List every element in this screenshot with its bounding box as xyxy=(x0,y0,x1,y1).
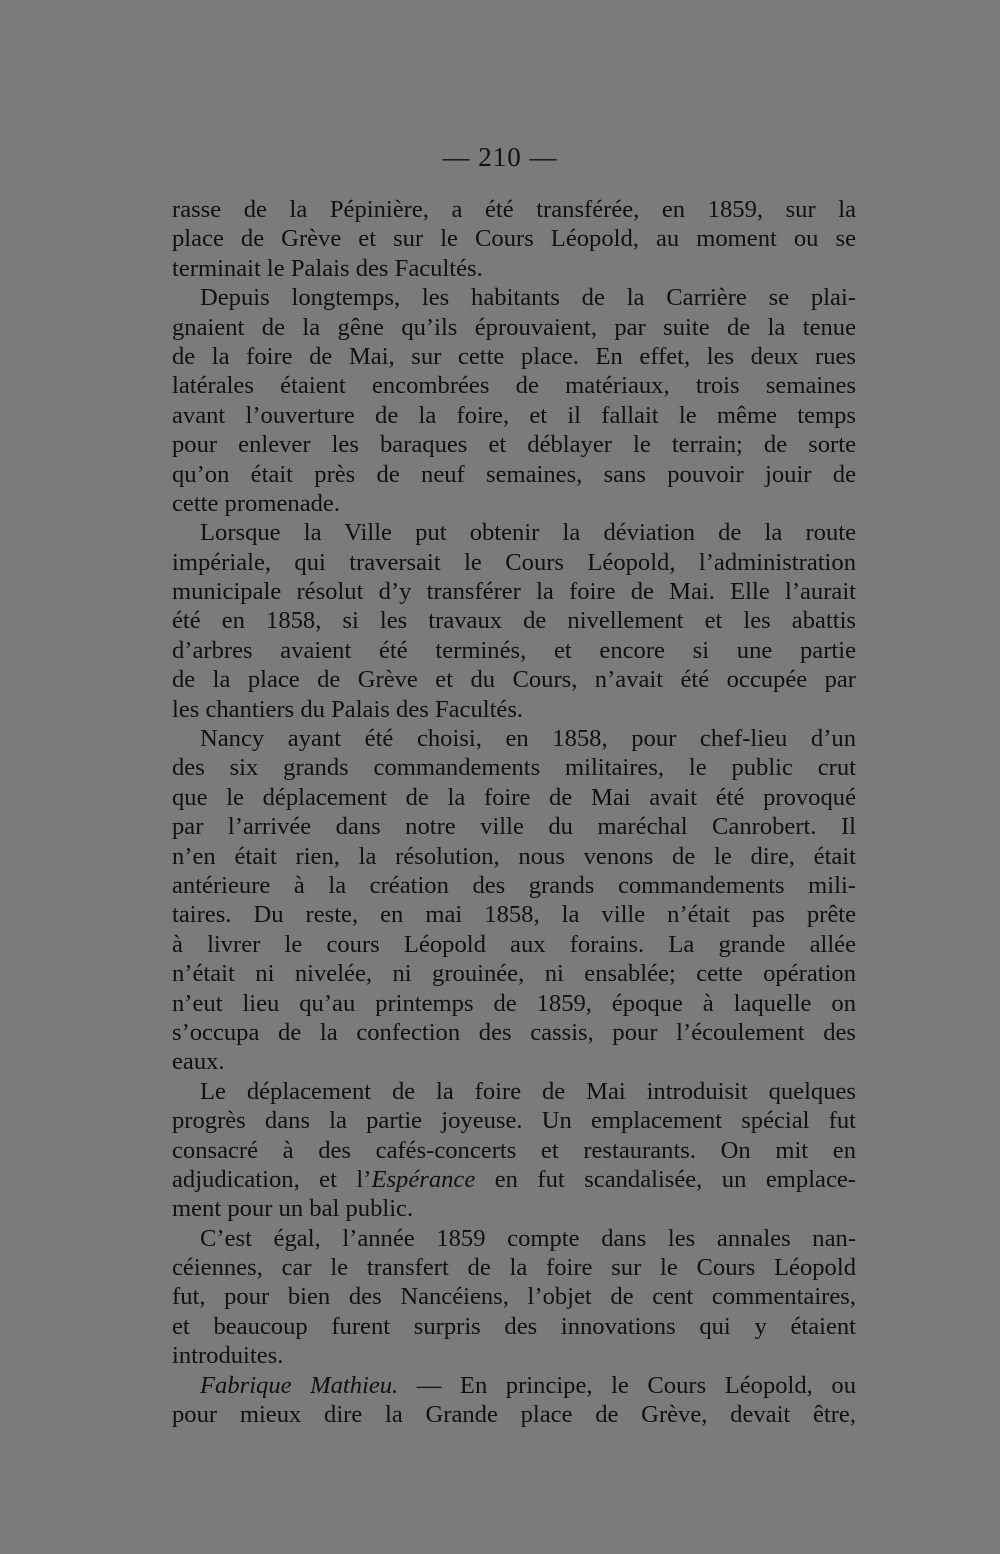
text-line: terminait le Palais des Facultés. xyxy=(172,254,483,282)
text-line: cette promenade. xyxy=(172,489,340,517)
body-text xyxy=(172,195,856,1429)
text-line: de la place de Grève et du Cours, n’avait été occupée par xyxy=(172,666,856,694)
text-line: à livrer le cours Léopold aux forains. La grande allée xyxy=(172,930,856,958)
text-line: eaux. xyxy=(172,1048,225,1076)
text-line: fut, pour bien des Nancéiens, l’objet de cent commentaires, xyxy=(172,1283,856,1311)
text-line: antérieure à la création des grands commandements mili- xyxy=(172,871,856,899)
text-line: ment pour un bal public. xyxy=(172,1195,414,1223)
text-line: que le déplacement de la foire de Mai avait été provoqué xyxy=(172,783,856,811)
text-line: et beaucoup furent surpris des innovations qui y étaient xyxy=(172,1312,856,1340)
text-line: qu’on était près de neuf semaines, sans pouvoir jouir de xyxy=(172,460,856,488)
text-line xyxy=(172,1371,856,1400)
section-heading-fabrique-mathieu: Fabrique Mathieu. xyxy=(200,1371,399,1399)
text-line: été en 1858, si les travaux de nivellement et les abattis xyxy=(172,607,856,635)
text-line: pour enlever les baraques et déblayer le terrain; de sorte xyxy=(172,431,856,459)
text-line: de la foire de Mai, sur cette place. En effet, les deux rues xyxy=(172,342,856,370)
text-line: introduites. xyxy=(172,1342,284,1370)
text-line: n’était ni nivelée, ni grouinée, ni ensablée; cette opération xyxy=(172,960,856,988)
text-line: Lorsque la Ville put obtenir la déviation de la route xyxy=(200,519,856,547)
text-line: gnaient de la gêne qu’ils éprouvaient, par suite de la tenue xyxy=(172,313,856,341)
text-line: n’en était rien, la résolution, nous venons de le dire, était xyxy=(172,842,856,870)
text-line: place de Grève et sur le Cours Léopold, au moment ou se xyxy=(172,225,856,253)
text-line: C’est égal, l’année 1859 compte dans les annales nan- xyxy=(200,1224,856,1252)
text-segment: en fut scandalisée, un emplace- xyxy=(475,1165,856,1193)
text-line: Le déplacement de la foire de Mai introduisit quelques xyxy=(200,1077,856,1105)
text-line: rasse de la Pépinière, a été transférée, en 1859, sur la xyxy=(172,196,856,223)
text-line: Nancy ayant été choisi, en 1858, pour chef-lieu d’un xyxy=(200,725,856,753)
text-line: les chantiers du Palais des Facultés. xyxy=(172,695,524,723)
journal-title-espérance: Espérance xyxy=(371,1165,476,1193)
text-line: par l’arrivée dans notre ville du maréchal Canrobert. Il xyxy=(172,813,856,841)
text-line: consacré à des cafés-concerts et restaurants. On mit en xyxy=(172,1136,856,1164)
text-line: latérales étaient encombrées de matériaux, trois semaines xyxy=(172,372,856,400)
text-line xyxy=(172,1165,856,1194)
text-line: Depuis longtemps, les habitants de la Carrière se plai- xyxy=(200,284,856,312)
text-line: avant l’ouverture de la foire, et il fallait le même temps xyxy=(172,401,856,429)
text-line: d’arbres avaient été terminés, et encore si une partie xyxy=(172,636,856,664)
text-segment: adjudication, et l’ xyxy=(172,1165,372,1193)
page-number: — 210 — xyxy=(442,142,558,172)
text-line: impériale, qui traversait le Cours Léopold, l’administration xyxy=(172,548,856,576)
text-line: taires. Du reste, en mai 1858, la ville n’était pas prête xyxy=(172,901,856,929)
text-line: municipale résolut d’y transférer la foire de Mai. Elle l’aurait xyxy=(172,578,856,606)
text-line: s’occupa de la confection des cassis, pour l’écoulement des xyxy=(172,1018,856,1046)
text-line: n’eut lieu qu’au printemps de 1859, époque à laquelle on xyxy=(172,989,856,1017)
text-line: pour mieux dire la Grande place de Grève, devait être, xyxy=(172,1401,856,1429)
text-segment: — En principe, le Cours Léopold, ou xyxy=(398,1371,856,1399)
text-line: des six grands commandements militaires, le public crut xyxy=(172,754,856,782)
text-line: céiennes, car le transfert de la foire sur le Cours Léopold xyxy=(172,1254,856,1282)
text-line: progrès dans la partie joyeuse. Un emplacement spécial fut xyxy=(172,1107,856,1135)
